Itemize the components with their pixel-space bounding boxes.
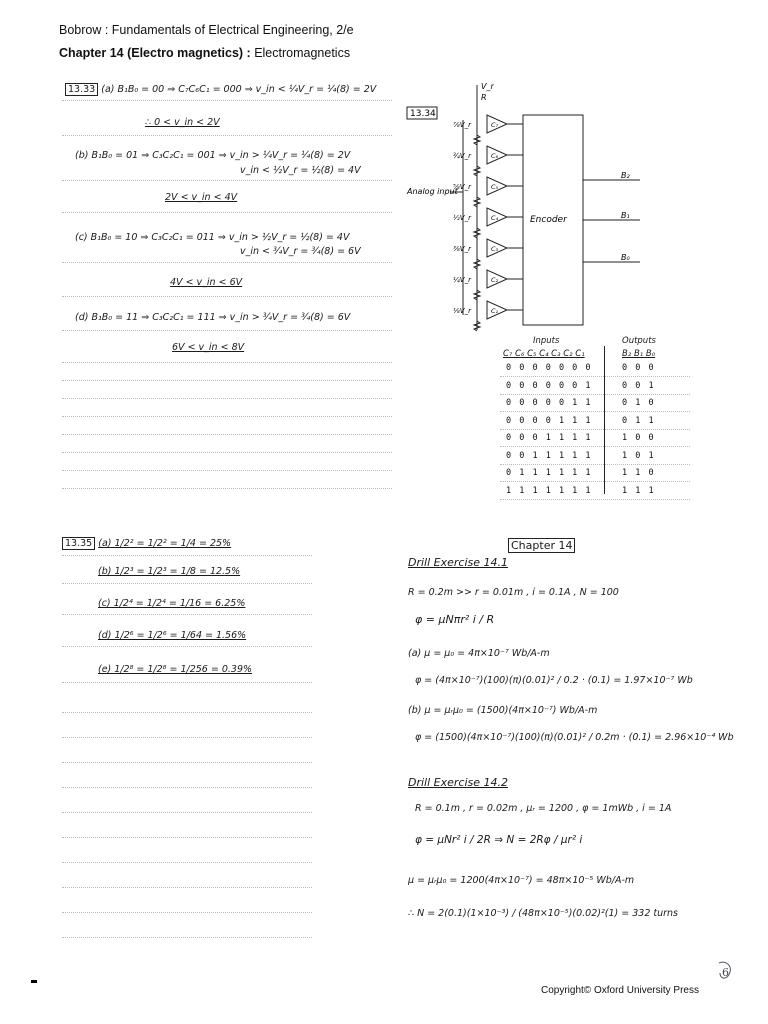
chapter-rest: Electromagnetics	[250, 46, 351, 60]
tap-label: ⅜V_r	[453, 245, 471, 253]
truth-row-rule	[500, 446, 690, 447]
outputs-header: Outputs	[622, 336, 656, 346]
truth-row-outputs: 0 1 0	[622, 398, 656, 408]
comparator-label: C₂	[491, 276, 499, 284]
p1335-a: 13.35 (a) 1/2² = 1/2² = 1/4 = 25%	[62, 538, 231, 549]
inputs-columns: C₇ C₆ C₅ C₄ C₃ C₂ C₁	[503, 349, 585, 359]
truth-row-outputs: 1 0 1	[622, 450, 656, 461]
chapter-title	[59, 46, 350, 60]
comparator-label: C₆	[491, 152, 499, 160]
truth-row-outputs: 1 1 1	[622, 485, 656, 496]
svg-text:6: 6	[722, 966, 729, 979]
drill-14-2-heading: Drill Exercise 14.2	[408, 776, 508, 789]
p1333-a-result: ∴ 0 < v_in < 2V	[145, 117, 220, 128]
p1335-e: (e) 1/2⁸ = 1/2⁸ = 1/256 = 0.39%	[98, 664, 253, 675]
p1333-c2: v_in < ¾V_r = ¾(8) = 6V	[240, 246, 361, 257]
comparator-label: C₁	[491, 307, 499, 315]
encoder-label: Encoder	[530, 215, 567, 225]
book-title: Bobrow : Fundamentals of Electrical Engineering, 2/e	[59, 23, 354, 37]
truth-row-inputs: 0 0 0 0 1 1 1	[506, 415, 593, 426]
outputs-columns: B₂ B₁ B₀	[622, 349, 656, 359]
comparator-label: C₅	[491, 183, 499, 191]
r-label: R	[481, 93, 487, 102]
p1335-c: (c) 1/2⁴ = 1/2⁴ = 1/16 = 6.25%	[98, 598, 246, 609]
tap-label: ⅛V_r	[453, 307, 471, 315]
truth-row-rule	[500, 429, 690, 430]
drill-14-2-mu: μ = μᵣμ₀ = 1200(4π×10⁻⁷) = 48π×10⁻⁵ Wb/A-m	[408, 875, 635, 886]
page-mark	[31, 980, 37, 983]
tap-label: ⅞V_r	[453, 121, 471, 129]
drill-14-1-given: R = 0.2m >> r = 0.01m , i = 0.1A , N = 100	[408, 587, 619, 598]
p1333-c1: (c) B₁B₀ = 10 ⇒ C₃C₂C₁ = 011 ⇒ v_in > ½V_r = ½(8) = 4V	[75, 232, 350, 243]
truth-row-rule	[500, 464, 690, 465]
truth-row-outputs: 0 0 1	[622, 380, 656, 391]
truth-row-inputs: 1 1 1 1 1 1 1	[506, 485, 593, 496]
p1333-d-result: 6V < v_in < 8V	[172, 342, 245, 353]
truth-row-rule	[500, 394, 690, 395]
drill-14-2-given: R = 0.1m , r = 0.02m , μᵣ = 1200 , φ = 1mWb , i = 1A	[415, 803, 672, 814]
output-b0: B₀	[621, 253, 630, 262]
truth-row-inputs: 0 0 0 0 0 0 1	[506, 380, 593, 391]
truth-row-inputs: 0 0 0 0 0 0 0	[506, 363, 593, 373]
truth-row-outputs: 1 1 0	[622, 468, 656, 478]
p1333-a: 13.33 (a) B₁B₀ = 00 ⇒ C₇C₆C₁ = 000 ⇒ v_in < ¼V_r = ¼(8) = 2V	[65, 84, 376, 95]
truth-row-outputs: 0 1 1	[622, 415, 656, 426]
chapter-bold: Chapter 14 (Electro magnetics) :	[59, 46, 251, 60]
truth-row-rule	[500, 376, 690, 377]
drill-14-1-a: (a) μ = μ₀ = 4π×10⁻⁷ Wb/A-m	[408, 648, 550, 659]
chapter-14-heading: Chapter 14	[508, 538, 575, 553]
p1333-b-result: 2V < v_in < 4V	[165, 192, 238, 203]
p1333-b1: (b) B₁B₀ = 01 ⇒ C₃C₂C₁ = 001 ⇒ v_in > ¼V_r = ¼(8) = 2V	[75, 150, 351, 161]
p1333-d1: (d) B₁B₀ = 11 ⇒ C₃C₂C₁ = 111 ⇒ v_in > ¾V_r = ¾(8) = 6V	[75, 312, 351, 323]
tap-label: ¼V_r	[453, 276, 471, 284]
drill-14-1-b-result: φ = (1500)(4π×10⁻⁷)(100)(π)(0.01)² / 0.2m · (0.1) = 2.96×10⁻⁴ Wb	[415, 732, 734, 743]
label-13-34: 13.34	[410, 109, 436, 119]
drill-14-1-b: (b) μ = μᵣμ₀ = (1500)(4π×10⁻⁷) Wb/A-m	[408, 705, 598, 716]
drill-14-1-a-result: φ = (4π×10⁻⁷)(100)(π)(0.01)² / 0.2 · (0.1) = 1.97×10⁻⁷ Wb	[415, 675, 693, 686]
truth-table-divider	[604, 346, 605, 494]
truth-row-inputs: 0 1 1 1 1 1 1	[506, 468, 593, 478]
comparator-label: C₄	[491, 214, 499, 222]
truth-row-inputs: 0 0 0 0 0 1 1	[506, 398, 593, 408]
comparator-label: C₇	[491, 121, 499, 129]
truth-row-rule	[500, 481, 690, 482]
tap-label: ¾V_r	[453, 152, 471, 160]
truth-row-inputs: 0 0 0 1 1 1 1	[506, 433, 593, 443]
output-b1: B₁	[621, 211, 630, 220]
analog-input-label: Analog input	[407, 187, 458, 196]
p1335-b: (b) 1/2³ = 1/2³ = 1/8 = 12.5%	[98, 566, 241, 577]
drill-14-2-n: ∴ N = 2(0.1)(1×10⁻³) / (48π×10⁻⁵)(0.02)²(1) = 332 turns	[408, 908, 678, 919]
truth-row-rule	[500, 499, 690, 500]
drill-14-2-phi: φ = μNr² i / 2R ⇒ N = 2Rφ / μr² i	[415, 834, 583, 846]
tap-label: ⅝V_r	[453, 183, 471, 191]
vr-label: V_r	[481, 82, 494, 91]
p1335-d: (d) 1/2⁶ = 1/2⁶ = 1/64 = 1.56%	[98, 630, 247, 641]
truth-row-inputs: 0 0 1 1 1 1 1	[506, 450, 593, 461]
tap-label: ½V_r	[453, 214, 471, 222]
drill-14-1-phi: φ = μNπr² i / R	[415, 613, 495, 626]
truth-row-rule	[500, 411, 690, 412]
copyright-footer: Copyright© Oxford University Press	[541, 985, 699, 996]
page-number-stamp	[716, 960, 734, 982]
p1333-b2: v_in < ½V_r = ½(8) = 4V	[240, 165, 361, 176]
drill-14-1-heading: Drill Exercise 14.1	[408, 556, 508, 569]
output-b2: B₂	[621, 171, 630, 180]
comparator-label: C₃	[491, 245, 499, 253]
inputs-header: Inputs	[533, 336, 560, 346]
truth-row-outputs: 1 0 0	[622, 433, 656, 443]
p1333-c-result: 4V < v_in < 6V	[170, 277, 243, 288]
truth-row-outputs: 0 0 0	[622, 363, 656, 373]
flash-adc-diagram	[405, 80, 705, 340]
